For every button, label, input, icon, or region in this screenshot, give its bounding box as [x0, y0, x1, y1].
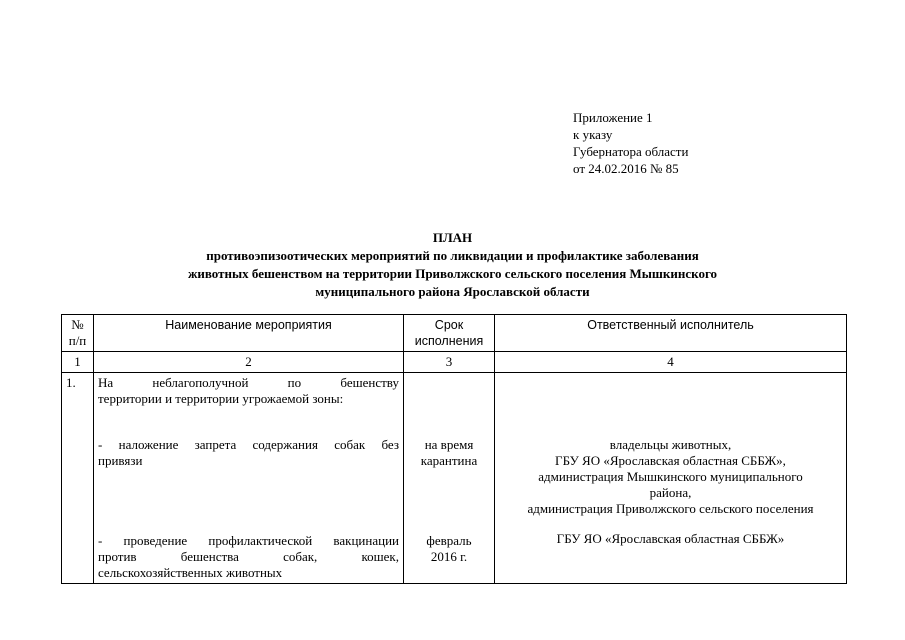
column-number: 2 [94, 352, 404, 373]
table-row [62, 373, 847, 584]
header-name: Наименование мероприятия [94, 315, 404, 352]
row-term [404, 373, 495, 584]
term-line: 2016 г. [430, 549, 468, 564]
item1-line: привязи [98, 453, 143, 468]
row-num: 1. [62, 373, 94, 584]
table-header-row [62, 315, 847, 352]
title-line: муниципального района Ярославской области [315, 284, 590, 299]
header-num-line1: № [71, 317, 84, 332]
column-number-row [62, 352, 847, 373]
header-num [62, 315, 94, 352]
column-number: 4 [495, 352, 847, 373]
item1-line: - наложение запрета содержания собак без [98, 437, 399, 452]
title-line: противоэпизоотических мероприятий по ликвидации и профилактике заболевания [206, 248, 699, 263]
row-executor [495, 373, 847, 584]
header-num-line2: п/п [68, 333, 87, 348]
term-line: февраль [426, 533, 472, 548]
header-term [404, 315, 495, 352]
header-term-line1: Срок [434, 318, 464, 332]
plan-table [61, 314, 847, 584]
intro-line: территории и территории угрожаемой зоны: [98, 391, 344, 406]
intro-line: На неблагополучной по бешенству [98, 375, 399, 390]
item2-line: сельскохозяйственных животных [98, 565, 283, 580]
appendix-line: Губернатора области [573, 144, 689, 159]
executor-line: администрация Мышкинского муниципального [538, 469, 803, 484]
executor-line: ГБУ ЯО «Ярославская областная СББЖ», [555, 453, 786, 468]
term-line: на время [424, 437, 474, 452]
appendix-block [573, 109, 688, 177]
executor-line: ГБУ ЯО «Ярославская областная СББЖ» [556, 531, 785, 546]
column-number: 3 [404, 352, 495, 373]
item2-line: - проведение профилактической вакцинации [98, 533, 399, 548]
header-executor: Ответственный исполнитель [495, 315, 847, 352]
document-title [60, 229, 845, 301]
executor-line: владельцы животных, [609, 437, 732, 452]
header-term-line2: исполнения [414, 334, 484, 348]
appendix-line: Приложение 1 [573, 110, 653, 125]
column-number: 1 [62, 352, 94, 373]
executor-line: района, [649, 485, 692, 500]
term-line: карантина [420, 453, 478, 468]
row-activity [94, 373, 404, 584]
title-line: животных бешенством на территории Приволжского сельского поселения Мышкинского [187, 266, 718, 281]
appendix-date-line: от 24.02.2016 № 85 [573, 161, 679, 176]
appendix-line: к указу [573, 127, 613, 142]
title-main: ПЛАН [432, 230, 473, 245]
item2-line: против бешенства собак, кошек, [98, 549, 399, 564]
executor-line: администрация Приволжского сельского поселения [527, 501, 814, 516]
